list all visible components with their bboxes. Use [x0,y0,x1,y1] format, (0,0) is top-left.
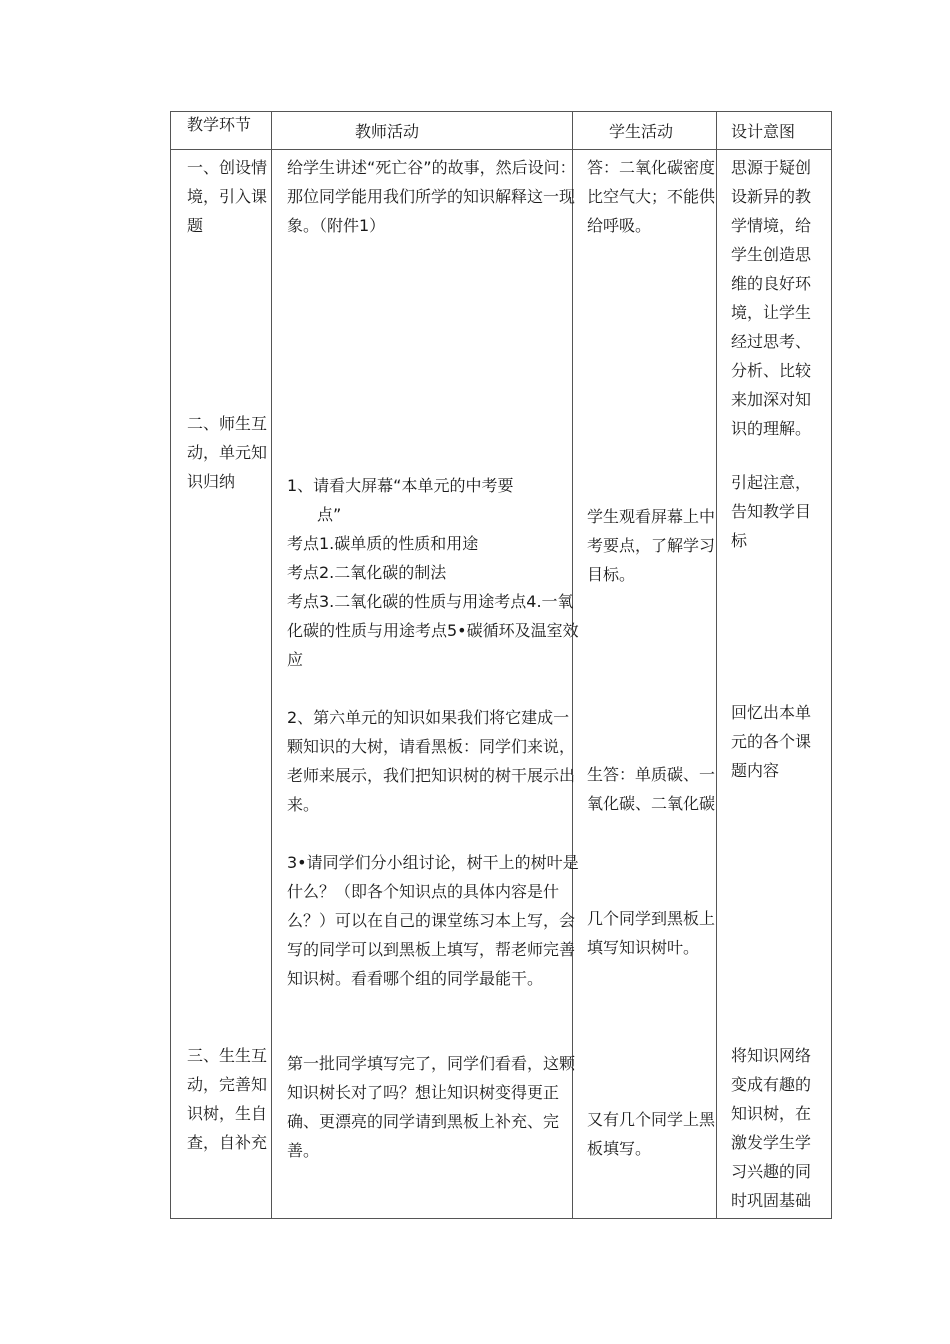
stage-3: 三、生生互动，完善知识树，生自查，自补充 [187,1046,268,1152]
header-divider [171,149,831,150]
teacher-activity-4: 3•请同学们分小组讨论，树干上的树叶是什么？（即各个知识点的具体内容是什么？）可以在自己的课堂练习本上写，会写的同学可以到黑板上填写，帮老师完善知识树。看看哪个组的同学最能干。 [287,853,579,988]
lesson-plan-table [170,111,832,1219]
column-divider [271,112,272,1218]
design-intent-1: 思源于疑创设新异的教学情境，给学生创造思维的良好环境，让学生经过思考、分析、比较来加深对知识的理解。 [731,158,812,438]
header-intent: 设计意图 [731,122,796,141]
header-stage: 教学环节 [187,115,252,134]
student-activity-2: 学生观看屏幕上中考要点，了解学习目标。 [587,507,716,584]
teacher-activity-2 [287,471,579,674]
teacher-activity-3: 2、第六单元的知识如果我们将它建成一颗知识的大树，请看黑板：同学们来说，老师来展示，我们把知识树的树干展示出来。 [287,708,576,814]
stage-2: 二、师生互动，单元知识归纳 [187,414,268,491]
exam-points-intro-end: 点” [317,505,342,524]
design-intent-4: 将知识网络变成有趣的知识树，在激发学生学习兴趣的同时巩固基础 [731,1046,812,1210]
exam-point-2: 考点2.二氧化碳的制法 [287,563,447,582]
exam-point-1: 考点1.碳单质的性质和用途 [287,534,479,553]
column-divider [716,112,717,1218]
design-intent-3: 回忆出本单元的各个课题内容 [731,703,812,780]
stage-1: 一、创设情境，引入课题 [187,158,268,235]
student-activity-3: 生答：单质碳、一氧化碳、二氧化碳 [587,765,716,813]
teacher-activity-5: 第一批同学填写完了，同学们看看，这颗知识树长对了吗？想让知识树变得更正确、更漂亮的同学请到黑板上补充、完善。 [287,1054,576,1160]
exam-points-intro: 1、请看大屏幕“本单元的中考要 [287,476,514,495]
student-activity-1: 答：二氧化碳密度比空气大；不能供给呼吸。 [587,158,716,235]
student-activity-5: 又有几个同学上黑板填写。 [587,1110,716,1158]
teacher-activity-1: 给学生讲述“死亡谷”的故事，然后设问：那位同学能用我们所学的知识解释这一现象。（附件1） [287,158,576,235]
header-student: 学生活动 [609,122,674,141]
design-intent-2: 引起注意，告知教学目标 [731,473,812,550]
header-teacher: 教师活动 [355,122,420,141]
student-activity-4: 几个同学到黑板上填写知识树叶。 [587,909,716,957]
exam-points-3-5: 考点3.二氧化碳的性质与用途考点4.一氧化碳的性质与用途考点5•碳循环及温室效应 [287,592,579,669]
